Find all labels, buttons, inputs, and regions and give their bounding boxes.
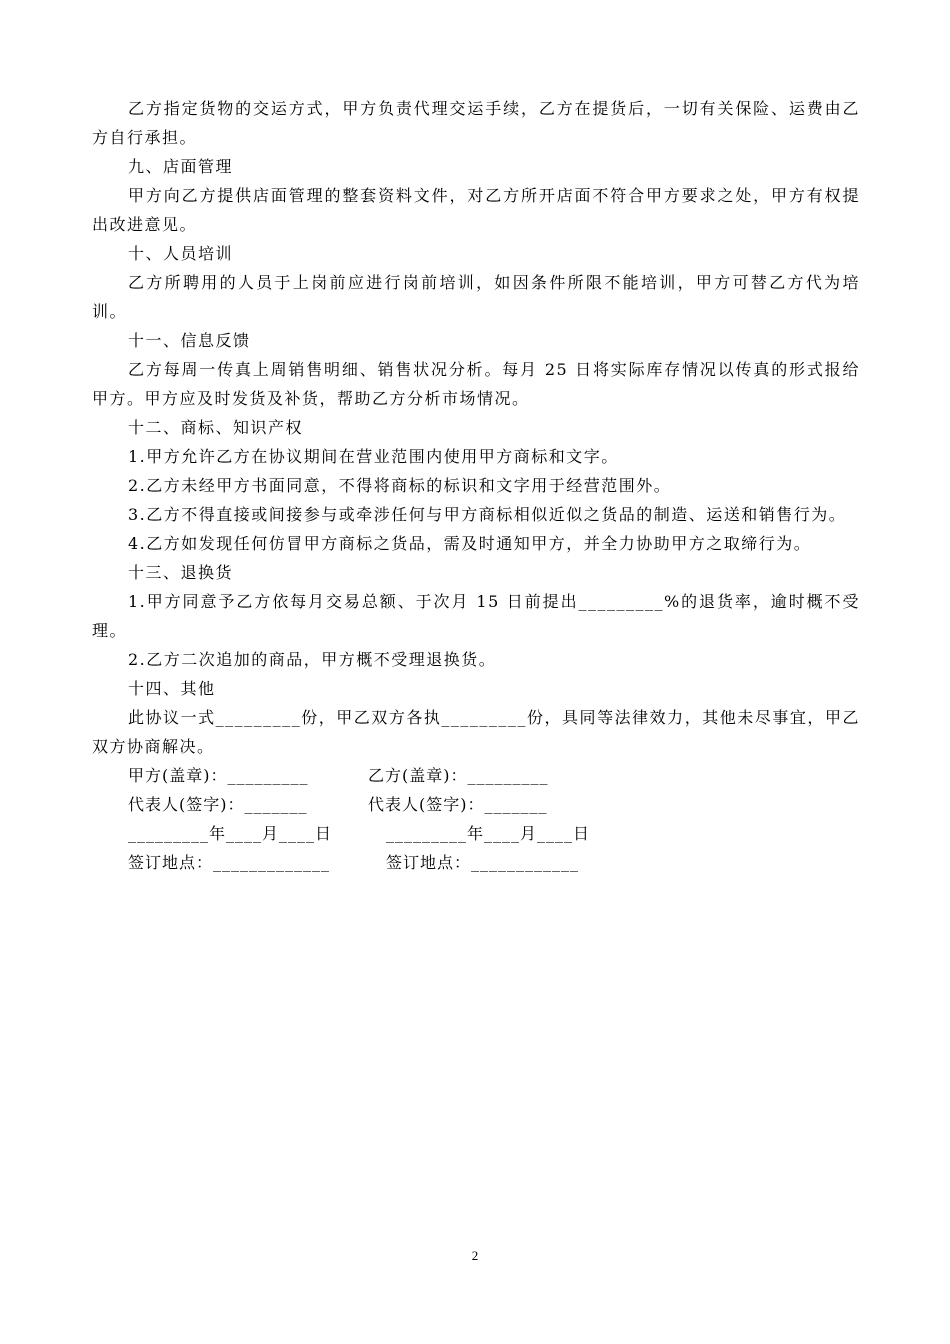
party-b-rep: 代表人(签字)：_______ <box>368 795 548 814</box>
document-body <box>92 94 860 877</box>
party-b-date: _________年____月____日 <box>386 824 591 843</box>
trademark-clause-3: 3.乙方不得直接或间接参与或牵涉任何与甲方商标相似近似之货品的制造、运送和销售行为。 <box>128 505 847 524</box>
trademark-clause-4: 4.乙方如发现任何仿冒甲方商标之货品，需及时通知甲方，并全力协助甲方之取缔行为。 <box>128 534 812 553</box>
paragraph-other: 此协议一式_________份，甲乙双方各执_________份，具同等法律效力，其他未尽事宜，甲乙双方协商解决。 <box>92 708 860 756</box>
paragraph-shipping: 乙方指定货物的交运方式，甲方负责代理交运手续，乙方在提货后，一切有关保险、运费由乙方自行承担。 <box>92 99 860 147</box>
returns-clause-2: 2.乙方二次追加的商品，甲方概不受理退换货。 <box>128 650 497 669</box>
signature-row-place <box>92 848 860 877</box>
trademark-clause-1: 1.甲方允许乙方在协议期间在营业范围内使用甲方商标和文字。 <box>128 447 619 466</box>
heading-returns: 十三、退换货 <box>128 563 234 582</box>
page-number: 2 <box>471 1248 479 1263</box>
signature-row-date <box>92 819 860 848</box>
party-a-seal: 甲方(盖章)：_________ <box>128 766 309 785</box>
party-a-place: 签订地点：_____________ <box>128 853 331 872</box>
returns-clause-1: 1.甲方同意予乙方依每月交易总额、于次月 15 日前提出_________%的退货率，逾时概不受理。 <box>92 592 860 640</box>
party-a-rep: 代表人(签字)：_______ <box>128 795 308 814</box>
party-a-date: _________年____月____日 <box>128 824 333 843</box>
heading-store-management: 九、店面管理 <box>128 157 234 176</box>
signature-row-seal <box>92 761 860 790</box>
heading-other: 十四、其他 <box>128 679 216 698</box>
heading-training: 十、人员培训 <box>128 244 234 263</box>
paragraph-training: 乙方所聘用的人员于上岗前应进行岗前培训，如因条件所限不能培训，甲方可替乙方代为培训。 <box>92 273 860 321</box>
heading-trademark: 十二、商标、知识产权 <box>128 418 304 437</box>
party-b-place: 签订地点：____________ <box>386 853 580 872</box>
heading-feedback: 十一、信息反馈 <box>128 331 251 350</box>
trademark-clause-2: 2.乙方未经甲方书面同意，不得将商标的标识和文字用于经营范围外。 <box>128 476 672 495</box>
party-b-seal: 乙方(盖章)：_________ <box>368 766 549 785</box>
signature-row-rep <box>92 790 860 819</box>
paragraph-feedback: 乙方每周一传真上周销售明细、销售状况分析。每月 25 日将实际库存情况以传真的形式报给甲方。甲方应及时发货及补货，帮助乙方分析市场情况。 <box>92 360 860 408</box>
paragraph-store-management: 甲方向乙方提供店面管理的整套资料文件，对乙方所开店面不符合甲方要求之处，甲方有权提出改进意见。 <box>92 186 860 234</box>
